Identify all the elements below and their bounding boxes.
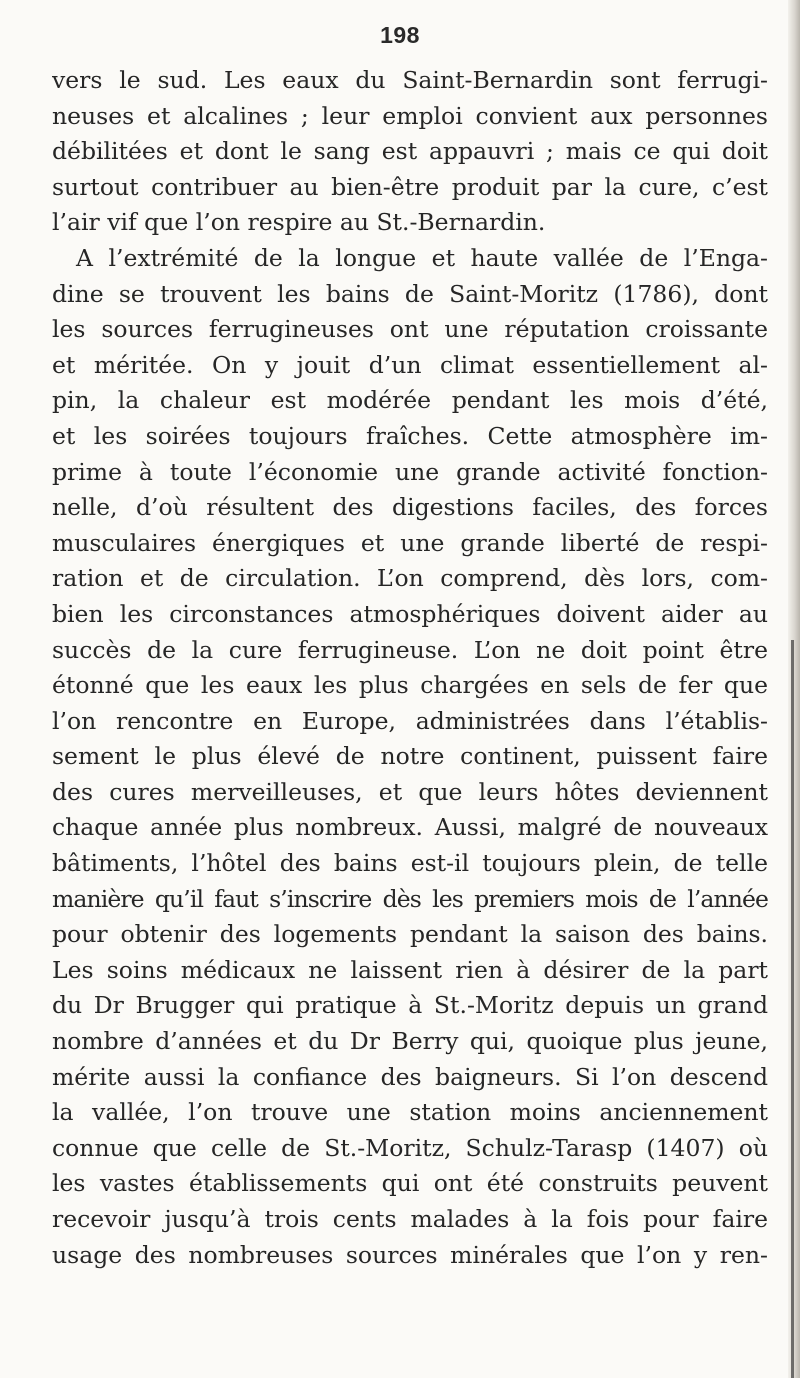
text-line: bâtiments, l’hôtel des bains est-il toujours plein, de telle xyxy=(52,849,768,878)
text-line: du Dr Brugger qui pratique à St.-Moritz depuis un grand xyxy=(52,991,768,1020)
text-line: recevoir jusqu’à trois cents malades à la fois pour faire xyxy=(52,1205,768,1233)
text-line: Les soins médicaux ne laissent rien à désirer de la part xyxy=(52,955,768,984)
text-line: des cures merveilleuses, et que leurs hôtes deviennent xyxy=(52,777,768,806)
text-line: l’on rencontre en Europe, administrées dans l’établis- xyxy=(52,706,768,735)
text-line: sement le plus élevé de notre continent, puissent faire xyxy=(52,742,768,771)
text-line: connue que celle de St.-Moritz, Schulz-Tarasp (1407) où xyxy=(52,1133,768,1162)
text-line: la vallée, l’on trouve une station moins anciennement xyxy=(52,1098,768,1127)
text-line: nombre d’années et du Dr Berry qui, quoique plus jeune, xyxy=(52,1027,768,1056)
text-line: débilitées et dont le sang est appauvri ; mais ce qui doit xyxy=(52,137,768,166)
text-line: chaque année plus nombreux. Aussi, malgré de nouveaux xyxy=(52,813,768,842)
text-line: prime à toute l’économie une grande activité fonction- xyxy=(52,457,768,486)
page-edge-line xyxy=(791,640,794,1378)
text-line: ration et de circulation. L’on comprend, dès lors, com- xyxy=(52,564,768,593)
text-line: l’air vif que l’on respire au St.-Bernardin. xyxy=(52,208,546,237)
page-edge-shadow xyxy=(788,0,800,1378)
text-line: dine se trouvent les bains de Saint-Moritz (1786), dont xyxy=(52,279,768,308)
text-line: mérite aussi la confiance des baigneurs. Si l’on descend xyxy=(52,1062,768,1091)
text-line: pour obtenir des logements pendant la saison des bains. xyxy=(52,920,768,949)
text-line: neuses et alcalines ; leur emploi convient aux personnes xyxy=(52,101,768,130)
text-line: bien les circonstances atmosphériques doivent aider au xyxy=(52,599,768,628)
text-line: pin, la chaleur est modérée pendant les mois d’été, xyxy=(52,386,768,415)
text-line: surtout contribuer au bien-être produit par la cure, c’est xyxy=(52,172,768,201)
page-number: 198 xyxy=(380,22,420,48)
text-line: A l’extrémité de la longue et haute vallée de l’Enga- xyxy=(76,243,768,272)
text-line: usage des nombreuses sources minérales que l’on y ren- xyxy=(52,1240,768,1269)
text-line: les sources ferrugineuses ont une réputation croissante xyxy=(52,315,768,344)
text-line: étonné que les eaux les plus chargées en sels de fer que xyxy=(52,671,768,700)
text-line: les vastes établissements qui ont été construits peuvent xyxy=(52,1169,768,1198)
text-line: succès de la cure ferrugineuse. L’on ne doit point être xyxy=(52,635,768,664)
text-line: et méritée. On y jouit d’un climat essentiellement al- xyxy=(52,350,768,379)
body-text xyxy=(52,63,768,1273)
text-line: vers le sud. Les eaux du Saint-Bernardin sont ferrugi- xyxy=(52,66,768,94)
text-line: musculaires énergiques et une grande liberté de respi- xyxy=(52,528,768,557)
text-line: et les soirées toujours fraîches. Cette atmosphère im- xyxy=(52,421,768,450)
text-line: manière qu’il faut s’inscrire dès les premiers mois de l’année xyxy=(52,884,768,913)
text-line: nelle, d’où résultent des digestions faciles, des forces xyxy=(52,493,768,522)
